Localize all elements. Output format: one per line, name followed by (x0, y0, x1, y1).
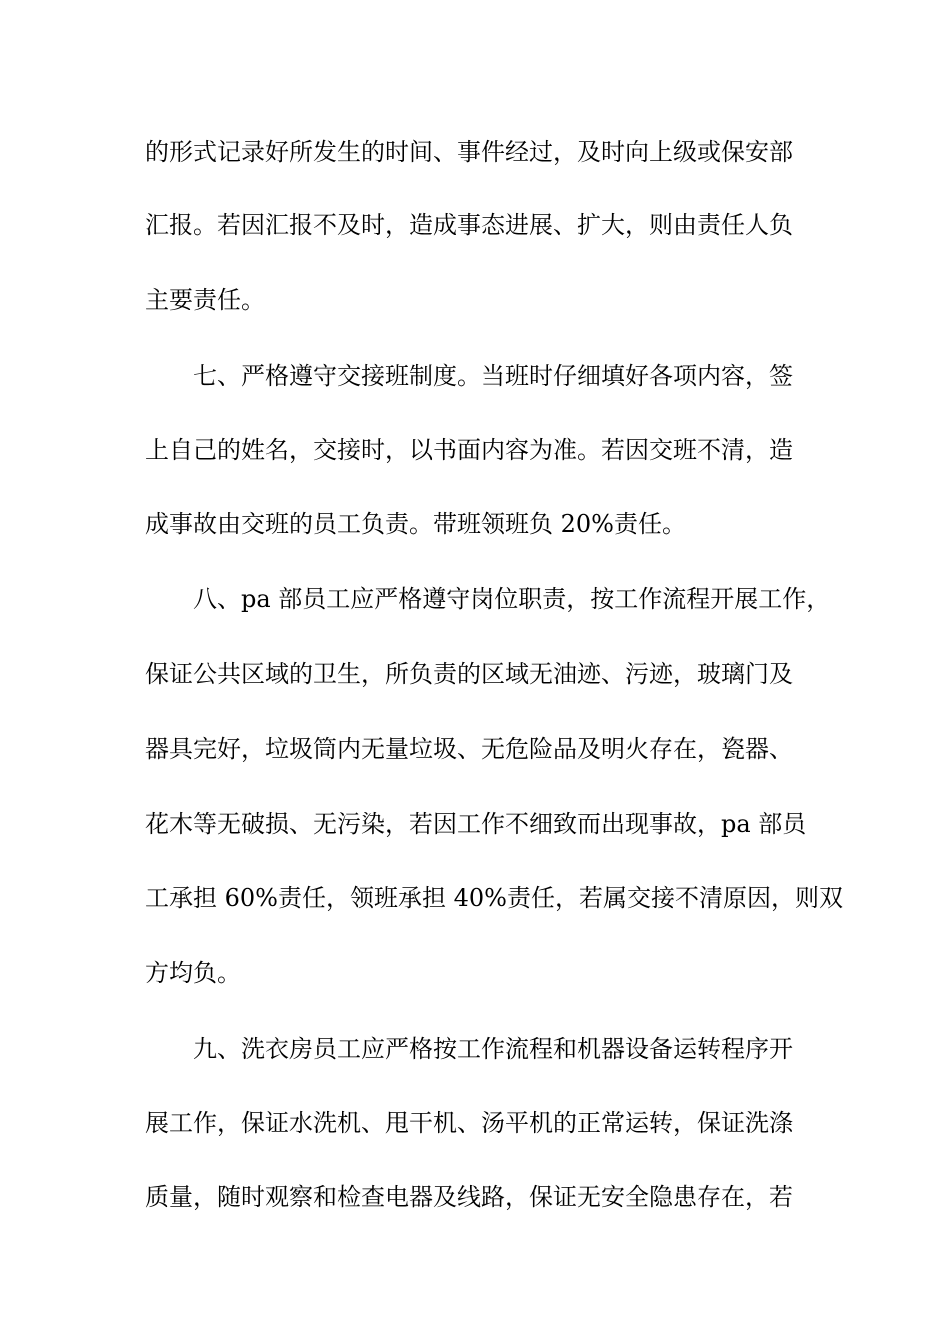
text-line: 展工作，保证水洗机、甩干机、汤平机的正常运转，保证洗涤 (145, 1109, 793, 1137)
text-line: 上自己的姓名，交接时，以书面内容为准。若因交班不清，造 (145, 436, 793, 464)
text-line: 工承担 60%责任，领班承担 40%责任，若属交接不清原因，则双 (145, 884, 843, 912)
text-line: 主要责任。 (145, 286, 265, 314)
text-line: 成事故由交班的员工负责。带班领班负 20%责任。 (145, 510, 686, 538)
text-line: 质量，随时观察和检查电器及线路，保证无安全隐患存在，若 (145, 1183, 793, 1211)
text-line: 器具完好，垃圾筒内无量垃圾、无危险品及明火存在，瓷器、 (145, 735, 793, 763)
text-line: 方均负。 (145, 959, 241, 987)
text-line: 保证公共区域的卫生，所负责的区域无油迹、污迹，玻璃门及 (145, 660, 793, 688)
text-line: 花木等无破损、无污染，若因工作不细致而出现事故，pa 部员 (145, 810, 807, 838)
section-8-first-line: 八、pa 部员工应严格遵守岗位职责，按工作流程开展工作， (193, 585, 831, 613)
text-line: 的形式记录好所发生的时间、事件经过，及时向上级或保安部 (145, 138, 793, 166)
section-9-first-line: 九、洗衣房员工应严格按工作流程和机器设备运转程序开 (193, 1035, 793, 1063)
section-7-first-line: 七、严格遵守交接班制度。当班时仔细填好各项内容，签 (193, 362, 793, 390)
text-line: 汇报。若因汇报不及时，造成事态进展、扩大，则由责任人负 (145, 211, 793, 239)
